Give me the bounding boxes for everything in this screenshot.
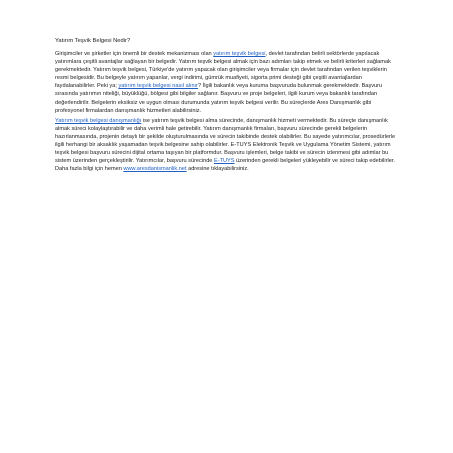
paragraph-consulting [55,117,401,174]
document-title: Yatırım Teşvik Belgesi Nedir? [55,38,131,44]
paragraph-consulting-text-2: üzerinden gerekli belgeleri yükleyebilir ve süreci takip edebilirler. Daha fazla bilgi için hemen [55,158,395,173]
paragraph-intro [55,50,401,115]
paragraph-consulting-text-3: adresine tıklayabilirsiniz. [186,166,249,173]
link-tesvik-belgesi-danismanligi[interactable]: Yatırım teşvik belgesi danışmanlığı [55,117,142,124]
link-yatirim-tesvik-belgesi[interactable]: yatırım teşvik belgesi [213,51,266,57]
paragraph-intro-text-3: ? İlgili bakanlık veya kuruma başvuruda bulunmak gerekmektedir. Başvuru sırasında yatırımın niteliği, büyüklüğü, bölgesi gibi bilgiler sağlanır. Başvuru ve proje belgeleri, ilgili kurum veya bakanlık tarafından değerlendirilir. Belgelerin eksiksiz ve uygun olması durumunda yatırım teşvik belgesi verilir. Bu süreçlerde Ares Danışmanlık gibi profesyonel firmalardan danışmanlık hizmetleri alabilirsiniz. [55,83,383,114]
link-tesvik-belgesi-nasil-alinir[interactable]: yatırım teşvik belgesi nasıl alınır [118,83,199,90]
link-e-tuys[interactable]: E-TUYS [213,158,235,165]
document-body [55,37,401,175]
link-aresdanismanlik[interactable]: www.aresdanismanlik.net [123,166,187,173]
paragraph-intro-text-2: , devlet tarafından belirli sektörlerde yapılacak yatırımlara çeşitli avantajlar sağlayan bir belgedir. Yatırım teşvik belgesi almak için bazı adımları takip etmek ve belirli kriterleri sağlamak gerekmektedir. Yatırım teşvik belgesi, Türkiye'de yatırım yapacak olan girişimciler veya firmalar için devlet tarafından verilen teşviklerin resmi belgesidir. Bu belgeyle yatırım yapanlar, vergi indirimi, gümrük muafiyeti, sigorta primi desteği gibi çeşitli avantajlardan faydalanabilirler. Peki ya; [55,51,391,90]
paragraph-intro-text-1: Girişimciler ve şirketler için önemli bir destek mekanizması olan [55,51,214,57]
paragraph-consulting-text-1: ise yatırım teşvik belgesi alma sürecinde, danışmanlık hizmeti vermektedir. Bu süreçte danışmanlık almak süreci kolaylaştırabilir ve daha verimli hale getirebilir. Yatırım danışmanlık firmaları, başvuru sürecinde gerekli belgelerin hazırlanmasında, projenin detaylı bir şekilde oluşturulmasında ve sürecin takibinde destek olabilirler. Bu sayede yatırımcılar, prosedürlerle ilgili herhangi bir aksaklık yaşamadan teşvik belgesine sahip olabilirler. E-TUYS Elektronik Teşvik ve Uygulama Yönetim Sistemi, yatırım teşvik belgesi başvuru sürecini dijital ortama taşıyan bir platformdur. Başvuru işlemleri, belge takibi ve sürecin izlenmesi gibi adımlar bu sistem üzerinden gerçekleştirilir. Yatırımcılar, başvuru sürecinde [55,117,396,165]
